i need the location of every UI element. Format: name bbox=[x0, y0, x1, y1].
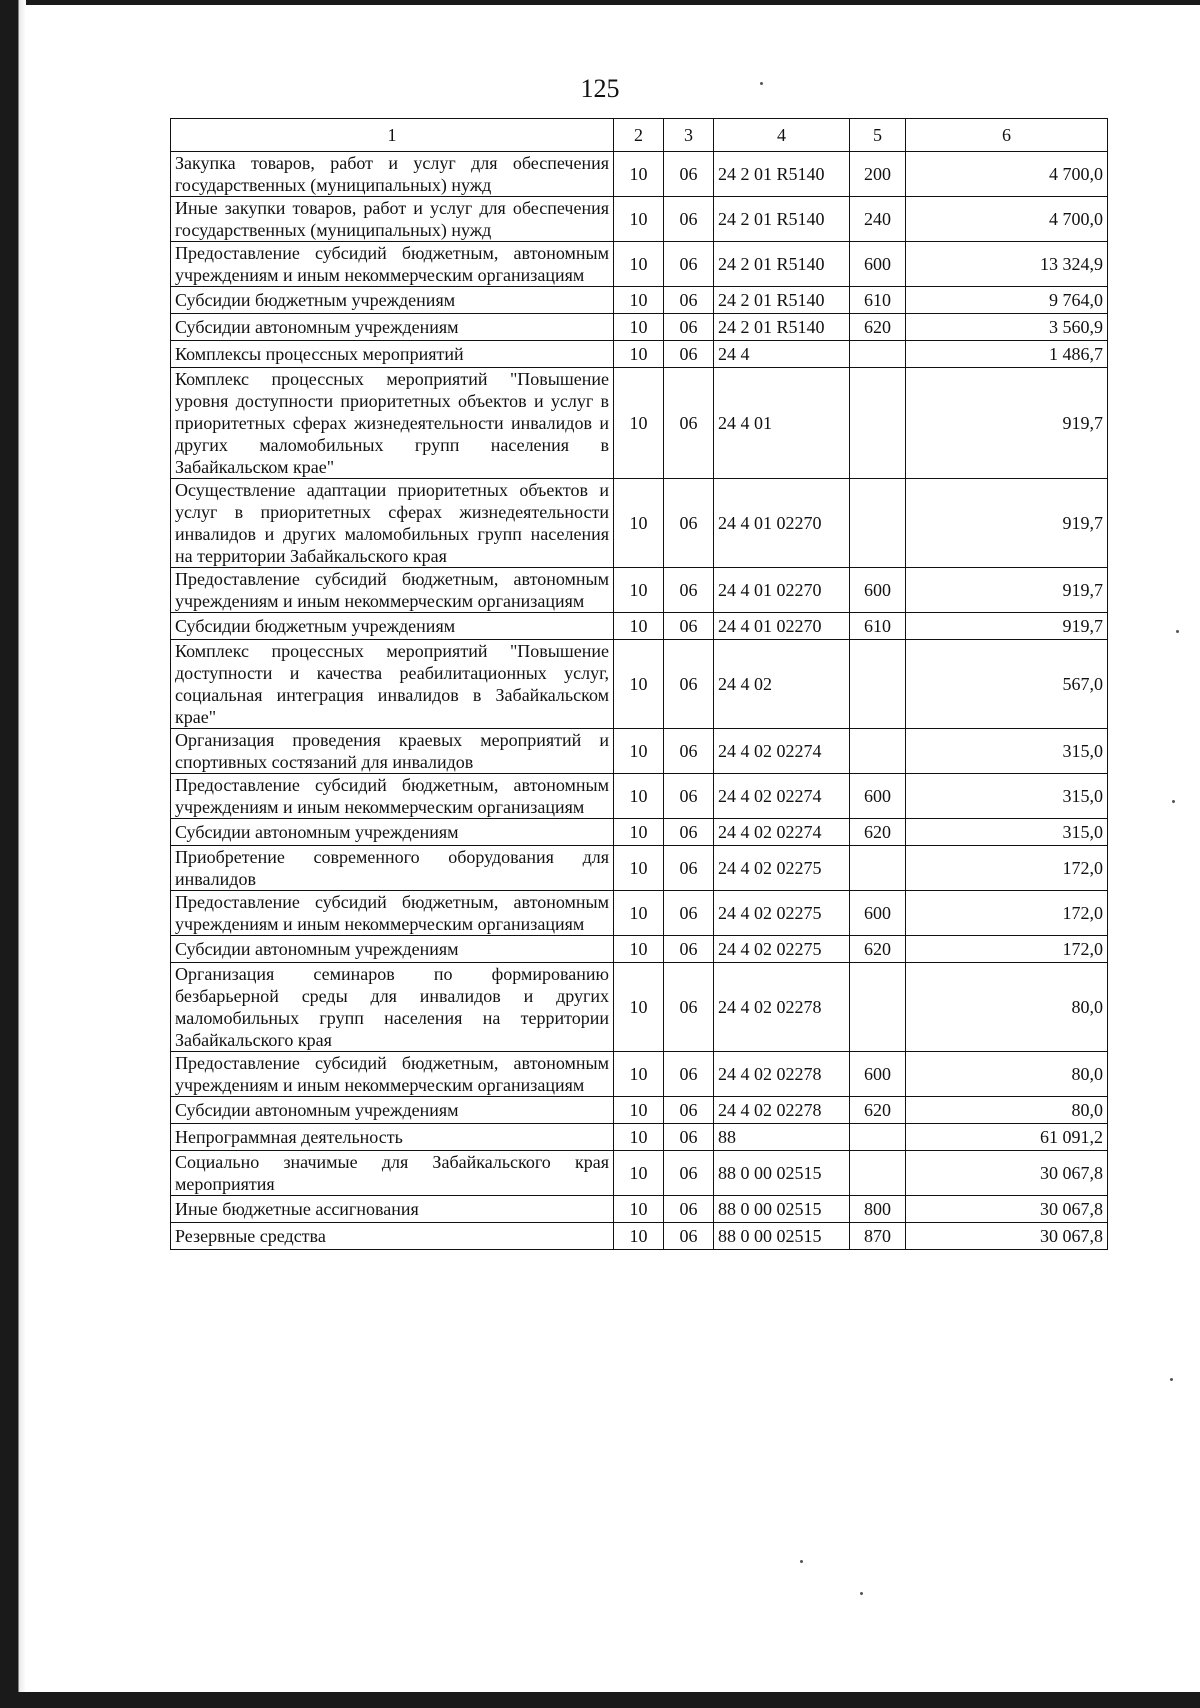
header-col-1: 1 bbox=[171, 119, 614, 152]
row-name: Комплекс процессных мероприятий "Повышение доступности и качества реабилитационных услуг, социальная интеграция инвалидов в Забайкальском крае" bbox=[171, 640, 614, 729]
row-expense-type bbox=[850, 640, 906, 729]
table-row bbox=[171, 287, 1108, 314]
row-amount: 61 091,2 bbox=[906, 1124, 1108, 1151]
scan-speck bbox=[760, 82, 763, 85]
row-name: Резервные средства bbox=[171, 1223, 614, 1250]
row-target-code: 24 4 02 bbox=[714, 640, 850, 729]
row-amount: 3 560,9 bbox=[906, 314, 1108, 341]
row-name: Субсидии автономным учреждениям bbox=[171, 1097, 614, 1124]
row-amount: 1 486,7 bbox=[906, 341, 1108, 368]
row-amount: 172,0 bbox=[906, 936, 1108, 963]
row-name: Предоставление субсидий бюджетным, автономным учреждениям и иным некоммерческим организациям bbox=[171, 568, 614, 613]
row-name: Предоставление субсидий бюджетным, автономным учреждениям и иным некоммерческим организациям bbox=[171, 774, 614, 819]
row-subsection: 06 bbox=[664, 1097, 714, 1124]
row-amount: 919,7 bbox=[906, 368, 1108, 479]
row-expense-type: 200 bbox=[850, 152, 906, 197]
row-target-code: 24 4 01 02270 bbox=[714, 613, 850, 640]
table-row bbox=[171, 1052, 1108, 1097]
row-expense-type bbox=[850, 963, 906, 1052]
scan-speck bbox=[1172, 800, 1175, 803]
table-row bbox=[171, 1223, 1108, 1250]
row-subsection: 06 bbox=[664, 774, 714, 819]
row-section: 10 bbox=[614, 1196, 664, 1223]
table-row bbox=[171, 242, 1108, 287]
row-name: Предоставление субсидий бюджетным, автономным учреждениям и иным некоммерческим организациям bbox=[171, 891, 614, 936]
row-target-code: 24 4 02 02278 bbox=[714, 1097, 850, 1124]
row-target-code: 24 4 02 02275 bbox=[714, 936, 850, 963]
row-target-code: 24 2 01 R5140 bbox=[714, 287, 850, 314]
row-subsection: 06 bbox=[664, 640, 714, 729]
row-target-code: 24 4 01 02270 bbox=[714, 568, 850, 613]
row-name: Непрограммная деятельность bbox=[171, 1124, 614, 1151]
row-expense-type: 610 bbox=[850, 287, 906, 314]
row-name: Организация проведения краевых мероприятий и спортивных состязаний для инвалидов bbox=[171, 729, 614, 774]
row-section: 10 bbox=[614, 774, 664, 819]
row-expense-type bbox=[850, 846, 906, 891]
row-target-code: 24 4 02 02275 bbox=[714, 846, 850, 891]
row-section: 10 bbox=[614, 640, 664, 729]
row-target-code: 24 2 01 R5140 bbox=[714, 197, 850, 242]
row-expense-type: 600 bbox=[850, 568, 906, 613]
row-target-code: 24 2 01 R5140 bbox=[714, 314, 850, 341]
row-expense-type: 620 bbox=[850, 936, 906, 963]
row-amount: 30 067,8 bbox=[906, 1196, 1108, 1223]
row-amount: 172,0 bbox=[906, 891, 1108, 936]
row-target-code: 24 4 02 02278 bbox=[714, 1052, 850, 1097]
row-expense-type: 620 bbox=[850, 1097, 906, 1124]
row-subsection: 06 bbox=[664, 729, 714, 774]
row-name: Субсидии бюджетным учреждениям bbox=[171, 613, 614, 640]
row-amount: 80,0 bbox=[906, 1097, 1108, 1124]
row-name: Осуществление адаптации приоритетных объектов и услуг в приоритетных сферах жизнедеятельности инвалидов и других маломобильных групп населения на территории Забайкальского края bbox=[171, 479, 614, 568]
row-section: 10 bbox=[614, 891, 664, 936]
row-expense-type: 620 bbox=[850, 819, 906, 846]
row-section: 10 bbox=[614, 963, 664, 1052]
row-section: 10 bbox=[614, 613, 664, 640]
table-row bbox=[171, 613, 1108, 640]
scan-speck bbox=[800, 1560, 803, 1563]
row-name: Предоставление субсидий бюджетным, автономным учреждениям и иным некоммерческим организациям bbox=[171, 1052, 614, 1097]
row-section: 10 bbox=[614, 314, 664, 341]
row-target-code: 24 4 01 bbox=[714, 368, 850, 479]
header-col-6: 6 bbox=[906, 119, 1108, 152]
table-row bbox=[171, 568, 1108, 613]
row-subsection: 06 bbox=[664, 287, 714, 314]
row-expense-type bbox=[850, 368, 906, 479]
row-subsection: 06 bbox=[664, 891, 714, 936]
row-name: Субсидии автономным учреждениям bbox=[171, 819, 614, 846]
row-section: 10 bbox=[614, 729, 664, 774]
row-name: Комплекс процессных мероприятий "Повышение уровня доступности приоритетных объектов и услуг в приоритетных сферах жизнедеятельности инвалидов и других маломобильных групп населения в Забайкальском крае" bbox=[171, 368, 614, 479]
table-row bbox=[171, 891, 1108, 936]
row-section: 10 bbox=[614, 568, 664, 613]
row-target-code: 24 4 bbox=[714, 341, 850, 368]
row-target-code: 24 4 02 02275 bbox=[714, 891, 850, 936]
row-subsection: 06 bbox=[664, 242, 714, 287]
row-section: 10 bbox=[614, 1097, 664, 1124]
row-subsection: 06 bbox=[664, 368, 714, 479]
row-name: Субсидии бюджетным учреждениям bbox=[171, 287, 614, 314]
row-amount: 13 324,9 bbox=[906, 242, 1108, 287]
row-amount: 315,0 bbox=[906, 774, 1108, 819]
row-amount: 30 067,8 bbox=[906, 1151, 1108, 1196]
row-amount: 919,7 bbox=[906, 613, 1108, 640]
page-number: 125 bbox=[580, 74, 620, 103]
row-target-code: 88 0 00 02515 bbox=[714, 1151, 850, 1196]
row-name: Иные закупки товаров, работ и услуг для обеспечения государственных (муниципальных) нужд bbox=[171, 197, 614, 242]
row-name: Приобретение современного оборудования для инвалидов bbox=[171, 846, 614, 891]
row-target-code: 88 0 00 02515 bbox=[714, 1196, 850, 1223]
row-expense-type bbox=[850, 1124, 906, 1151]
row-subsection: 06 bbox=[664, 1052, 714, 1097]
header-col-5: 5 bbox=[850, 119, 906, 152]
row-expense-type bbox=[850, 341, 906, 368]
row-expense-type: 600 bbox=[850, 1052, 906, 1097]
row-subsection: 06 bbox=[664, 846, 714, 891]
row-expense-type: 600 bbox=[850, 242, 906, 287]
row-amount: 315,0 bbox=[906, 729, 1108, 774]
row-name: Субсидии автономным учреждениям bbox=[171, 936, 614, 963]
scan-left-border bbox=[0, 0, 26, 1708]
row-section: 10 bbox=[614, 152, 664, 197]
table-row bbox=[171, 1151, 1108, 1196]
row-expense-type: 600 bbox=[850, 774, 906, 819]
row-name: Организация семинаров по формированию безбарьерной среды для инвалидов и других маломобильных групп населения на территории Забайкальского края bbox=[171, 963, 614, 1052]
row-section: 10 bbox=[614, 341, 664, 368]
row-amount: 80,0 bbox=[906, 1052, 1108, 1097]
row-target-code: 88 0 00 02515 bbox=[714, 1223, 850, 1250]
table-row bbox=[171, 963, 1108, 1052]
row-subsection: 06 bbox=[664, 963, 714, 1052]
row-expense-type bbox=[850, 479, 906, 568]
table-row bbox=[171, 1097, 1108, 1124]
row-target-code: 24 2 01 R5140 bbox=[714, 242, 850, 287]
scan-speck bbox=[860, 1592, 863, 1595]
table-row bbox=[171, 314, 1108, 341]
row-amount: 9 764,0 bbox=[906, 287, 1108, 314]
row-amount: 567,0 bbox=[906, 640, 1108, 729]
row-expense-type: 620 bbox=[850, 314, 906, 341]
row-target-code: 24 4 02 02274 bbox=[714, 729, 850, 774]
row-expense-type: 800 bbox=[850, 1196, 906, 1223]
table-row bbox=[171, 729, 1108, 774]
header-col-3: 3 bbox=[664, 119, 714, 152]
row-section: 10 bbox=[614, 1151, 664, 1196]
row-subsection: 06 bbox=[664, 1223, 714, 1250]
scan-bottom-border bbox=[0, 1692, 1200, 1708]
table-row bbox=[171, 819, 1108, 846]
table-row bbox=[171, 936, 1108, 963]
row-name: Субсидии автономным учреждениям bbox=[171, 314, 614, 341]
row-expense-type bbox=[850, 729, 906, 774]
row-expense-type: 600 bbox=[850, 891, 906, 936]
table-header-row bbox=[171, 119, 1108, 152]
row-name: Предоставление субсидий бюджетным, автономным учреждениям и иным некоммерческим организациям bbox=[171, 242, 614, 287]
row-name: Закупка товаров, работ и услуг для обеспечения государственных (муниципальных) нужд bbox=[171, 152, 614, 197]
row-subsection: 06 bbox=[664, 1196, 714, 1223]
row-subsection: 06 bbox=[664, 1151, 714, 1196]
table-row bbox=[171, 152, 1108, 197]
row-section: 10 bbox=[614, 1223, 664, 1250]
row-expense-type: 240 bbox=[850, 197, 906, 242]
row-target-code: 24 2 01 R5140 bbox=[714, 152, 850, 197]
row-expense-type bbox=[850, 1151, 906, 1196]
row-section: 10 bbox=[614, 1052, 664, 1097]
row-subsection: 06 bbox=[664, 314, 714, 341]
row-subsection: 06 bbox=[664, 197, 714, 242]
row-section: 10 bbox=[614, 368, 664, 479]
row-section: 10 bbox=[614, 479, 664, 568]
row-section: 10 bbox=[614, 197, 664, 242]
row-amount: 30 067,8 bbox=[906, 1223, 1108, 1250]
row-name: Комплексы процессных мероприятий bbox=[171, 341, 614, 368]
table-row bbox=[171, 640, 1108, 729]
row-subsection: 06 bbox=[664, 479, 714, 568]
row-amount: 4 700,0 bbox=[906, 152, 1108, 197]
table-row bbox=[171, 197, 1108, 242]
table-row bbox=[171, 341, 1108, 368]
row-amount: 315,0 bbox=[906, 819, 1108, 846]
row-subsection: 06 bbox=[664, 819, 714, 846]
table-row bbox=[171, 1196, 1108, 1223]
row-subsection: 06 bbox=[664, 341, 714, 368]
row-section: 10 bbox=[614, 936, 664, 963]
table-row bbox=[171, 774, 1108, 819]
row-subsection: 06 bbox=[664, 613, 714, 640]
row-expense-type: 870 bbox=[850, 1223, 906, 1250]
table-row bbox=[171, 479, 1108, 568]
scan-speck bbox=[1170, 1378, 1173, 1381]
budget-table bbox=[170, 118, 1108, 1250]
row-subsection: 06 bbox=[664, 568, 714, 613]
row-amount: 172,0 bbox=[906, 846, 1108, 891]
row-section: 10 bbox=[614, 819, 664, 846]
row-section: 10 bbox=[614, 242, 664, 287]
row-amount: 4 700,0 bbox=[906, 197, 1108, 242]
scan-top-border bbox=[0, 0, 1200, 5]
scan-speck bbox=[1176, 630, 1179, 633]
row-section: 10 bbox=[614, 846, 664, 891]
row-subsection: 06 bbox=[664, 152, 714, 197]
row-amount: 919,7 bbox=[906, 479, 1108, 568]
row-target-code: 88 bbox=[714, 1124, 850, 1151]
row-expense-type: 610 bbox=[850, 613, 906, 640]
row-amount: 80,0 bbox=[906, 963, 1108, 1052]
table-row bbox=[171, 846, 1108, 891]
row-target-code: 24 4 01 02270 bbox=[714, 479, 850, 568]
row-subsection: 06 bbox=[664, 1124, 714, 1151]
row-subsection: 06 bbox=[664, 936, 714, 963]
row-section: 10 bbox=[614, 287, 664, 314]
table-row bbox=[171, 1124, 1108, 1151]
header-col-4: 4 bbox=[714, 119, 850, 152]
row-name: Социально значимые для Забайкальского края мероприятия bbox=[171, 1151, 614, 1196]
row-target-code: 24 4 02 02274 bbox=[714, 819, 850, 846]
row-target-code: 24 4 02 02274 bbox=[714, 774, 850, 819]
row-target-code: 24 4 02 02278 bbox=[714, 963, 850, 1052]
row-amount: 919,7 bbox=[906, 568, 1108, 613]
header-col-2: 2 bbox=[614, 119, 664, 152]
table-row bbox=[171, 368, 1108, 479]
row-name: Иные бюджетные ассигнования bbox=[171, 1196, 614, 1223]
row-section: 10 bbox=[614, 1124, 664, 1151]
